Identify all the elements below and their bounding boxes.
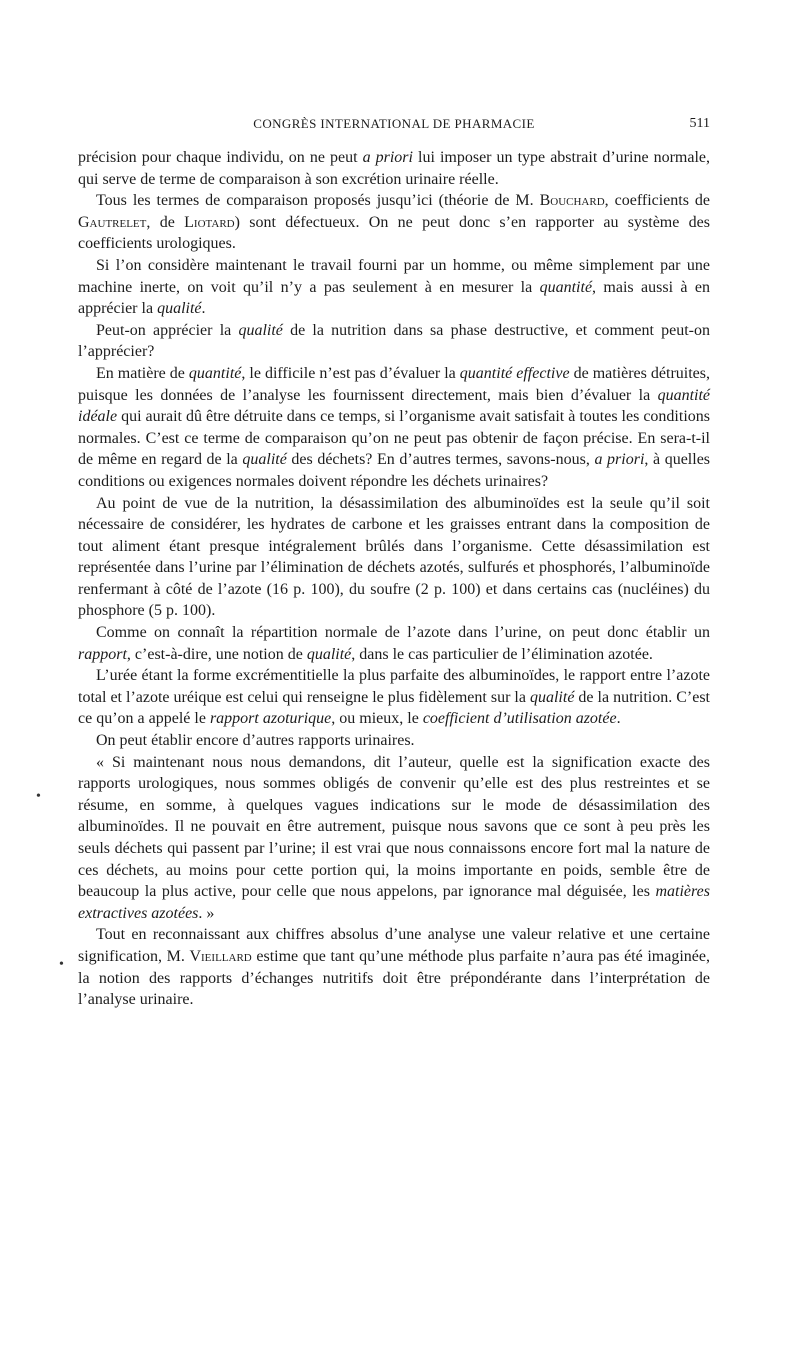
paragraph xyxy=(78,924,710,1010)
text-run: lui imposer un type abstrait d’urine normale, qui serve de terme de comparaison à son excrétion urinaire réelle. xyxy=(78,149,711,188)
paragraph xyxy=(78,147,710,190)
text-run: , le difficile n’est pas d’évaluer la xyxy=(241,364,460,382)
text-run: ) sont défectueux. On ne peut donc s’en rapporter au système des coefficients urologiques. xyxy=(78,213,710,253)
text-run: L’urée étant la forme excrémentitielle la plus parfaite des albuminoïdes, le rapport entre l’azote total et l’azote uréique est celui qui renseigne le plus fidèlement sur la xyxy=(78,667,710,706)
paragraph xyxy=(78,255,710,320)
text-run: , à quelles conditions ou exigences normales doivent répondre les déchets urinaires? xyxy=(78,451,711,490)
author-name: Gautrelet xyxy=(78,213,147,231)
italic-phrase: coefficient d’utilisation azotée xyxy=(422,710,617,728)
italic-phrase: a priori xyxy=(362,149,413,166)
margin-mark: • xyxy=(59,957,64,972)
text-run: Tous les termes de comparaison proposés jusqu’ici (théorie de M. xyxy=(96,192,540,210)
margin-mark: • xyxy=(36,789,41,804)
italic-phrase: rapport azoturique xyxy=(209,710,332,728)
italic-phrase: rapport xyxy=(78,645,127,663)
text-run: . xyxy=(201,300,206,318)
italic-phrase: quantité effective xyxy=(459,364,570,382)
paragraph xyxy=(78,665,710,730)
running-title: CONGRÈS INTERNATIONAL DE PHARMACIE xyxy=(253,116,535,131)
italic-phrase: quantité idéale xyxy=(78,386,710,426)
text-run: de la nutrition dans sa phase destructive, et comment peut-on l’apprécier? xyxy=(78,321,711,361)
text-run: de matières détruites, puisque les données de l’analyse les fournissent directement, mais bien d’évaluer la xyxy=(78,364,711,404)
paragraph xyxy=(78,190,710,255)
text-run: qui aurait dû être détruite dans ce temps, si l’organisme avait satisfait à toutes les conditions normales. C’est ce terme de comparaison qu’on ne peut pas obtenir de façon précise. En sera-t-il de même en regard de la xyxy=(78,408,710,469)
paragraph xyxy=(78,622,710,665)
text-run: . » xyxy=(198,904,215,922)
text-run: , mais aussi à en apprécier la xyxy=(78,278,710,318)
text-run: , coefficients de xyxy=(604,192,711,210)
author-name: Liotard xyxy=(184,213,235,231)
text-run: Comme on connaît la répartition normale de l’azote dans l’urine, on peut donc établir un xyxy=(96,624,710,642)
text-run: Si l’on considère maintenant le travail fourni par un homme, ou même simplement par une machine inerte, on voit qu’il n’y a pas seulement à en mesurer la xyxy=(78,256,710,296)
paragraph xyxy=(78,730,710,752)
paragraph xyxy=(78,752,710,925)
italic-phrase: matières extractives azotées xyxy=(78,883,710,922)
text-run: , ou mieux, le xyxy=(331,710,423,728)
author-name: Vieillard xyxy=(189,947,252,965)
paragraph xyxy=(78,363,710,493)
italic-phrase: a priori xyxy=(594,451,645,469)
text-run: , c’est-à-dire, une notion de xyxy=(126,645,307,663)
text-run: Tout en reconnaissant aux chiffres absolus d’une analyse une valeur relative et une certaine signification, M. xyxy=(78,926,710,965)
text-run: de la nutrition. C’est ce qu’on a appelé le xyxy=(78,688,710,728)
italic-phrase: qualité xyxy=(238,321,283,339)
running-header xyxy=(78,116,710,136)
text-run: , dans le cas particulier de l’élimination azotée. xyxy=(351,645,653,663)
text-run: « Si maintenant nous nous demandons, dit l’auteur, quelle est la signification exacte des rapports urologiques, nous sommes obligés de convenir qu’elle est des plus restreintes et se résume, en somme, à quelques vagues indications sur le mode de désassimilation des albuminoïdes. Il ne pouvait en être autrement, puisque nous savons que ce sont à peu près les seuls déchets qui passent par l’urine; il est vrai que nous connaissons encore fort mal la nature de ces déchets, au moins pour cette portion qui, la moins importante en poids, semble être de beaucoup la plus active, pour celle que nous appelons, par ignorance mal déguisée, les xyxy=(78,753,710,901)
text-run: estime que tant qu’une méthode plus parfaite n’aura pas été imaginée, la notion des rapports d’échanges nutritifs doit être prépondérante dans l’interprétation de l’analyse urinaire. xyxy=(78,947,710,1009)
text-run: Peut-on apprécier la xyxy=(96,321,239,339)
text-run: Au point de vue de la nutrition, la désassimilation des albuminoïdes est la seule qu’il soit nécessaire de considérer, les hydrates de carbone et les graisses entrant dans la composition de tout aliment étant presque intégralement brûlés dans l’organisme. Cette désassimilation est représentée dans l’urine par l’élimination de déchets azotés, sulfurés et phosphorés, l’albuminoïde renfermant à côté de l’azote (16 p. 100), du soufre (2 p. 100) et dans certains cas (nucléines) du phosphore (5 p. 100). xyxy=(78,494,710,620)
italic-phrase: quantité xyxy=(188,364,242,382)
text-run: des déchets? En d’autres termes, savons-nous, xyxy=(286,451,595,469)
italic-phrase: qualité xyxy=(242,451,287,469)
text-run: En matière de xyxy=(96,364,189,382)
text-run: précision pour chaque individu, on ne peut xyxy=(78,149,363,166)
text-run: , de xyxy=(146,213,185,231)
italic-phrase: quantité xyxy=(539,278,593,296)
body-text xyxy=(78,147,710,1011)
text-run: On peut établir encore d’autres rapports urinaires. xyxy=(96,732,415,750)
italic-phrase: qualité xyxy=(306,645,352,663)
page-number: 511 xyxy=(689,116,710,131)
text-run: . xyxy=(616,710,621,728)
italic-phrase: qualité xyxy=(529,688,575,706)
italic-phrase: qualité xyxy=(157,300,202,318)
paragraph xyxy=(78,320,710,363)
paragraph xyxy=(78,493,710,623)
author-name: Bouchard xyxy=(539,192,605,210)
